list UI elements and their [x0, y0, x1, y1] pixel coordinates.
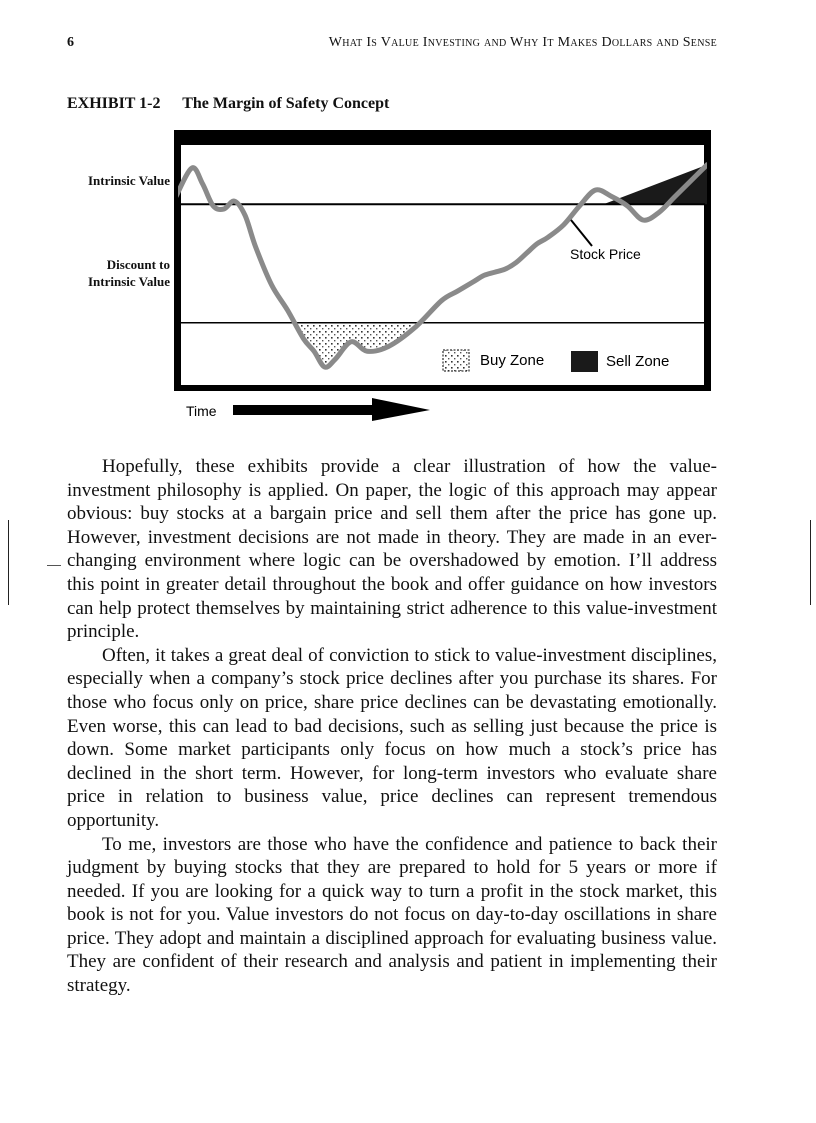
time-label: Time	[186, 403, 217, 419]
left-margin-mark	[8, 520, 9, 605]
legend-sell-zone: Sell Zone	[606, 353, 670, 370]
chart-svg	[0, 0, 816, 440]
sell-zone-swatch	[571, 351, 598, 372]
paragraph-1: Hopefully, these exhibits provide a clear illustration of how the value-investment philosophy is applied. On paper, the logic of this approach may appear obvious: buy stocks at a bargain price and sell them after the price has gone up. However, investment decisions are not made in theory. They are made in an ever-changing environment where logic can be overshadowed by emotion. I’ll address this point in greater detail throughout the book and offer guidance on how investors can help protect themselves by maintaining strict adherence to this value-investment principle.	[67, 456, 717, 643]
paragraph-2: Often, it takes a great deal of conviction to stick to value-investment disciplines, especially when a company’s stock price declines after you purchase its shares. For those who focus only on price, share price declines can be devastating emotionally. Even worse, this can lead to bad decisions, such as selling just because the price is down. Some market participants only focus on how much a stock’s price has declined in the short term. However, for long-term investors who evaluate share price in relation to business value, price declines can represent tremendous opportunity.	[67, 644, 717, 831]
paragraph-3: To me, investors are those who have the confidence and patience to back their judgment by buying stocks that they are prepared to hold for 5 years or more if needed. If you are looking for a quick way to turn a profit in the stock market, this book is not for you. Value investors do not focus on day-to-day oscillations in share price. They adopt and maintain a disciplined approach for evaluating business value. They are confident of their research and analysis and patient in implementing their strategy.	[67, 833, 717, 997]
body-text	[67, 455, 717, 998]
time-arrow-shaft	[233, 405, 378, 415]
legend-buy-zone: Buy Zone	[480, 352, 545, 369]
page-number: 6	[67, 35, 74, 50]
label-discount-line2: Intrinsic Value	[88, 274, 170, 289]
margin-dash-mark	[47, 565, 61, 566]
label-discount-line1: Discount to	[106, 257, 170, 272]
exhibit-label: EXHIBIT 1-2	[67, 95, 161, 112]
plot-area	[181, 145, 704, 385]
running-title: What Is Value Investing and Why It Makes Dollars and Sense	[328, 35, 717, 50]
stock-price-annotation: Stock Price	[570, 246, 641, 262]
exhibit-title: The Margin of Safety Concept	[182, 95, 390, 112]
time-arrow-head	[372, 398, 430, 421]
label-intrinsic-value: Intrinsic Value	[88, 173, 170, 188]
right-margin-mark	[810, 520, 811, 605]
buy-zone-swatch	[443, 350, 469, 371]
margin-of-safety-chart	[0, 0, 816, 440]
